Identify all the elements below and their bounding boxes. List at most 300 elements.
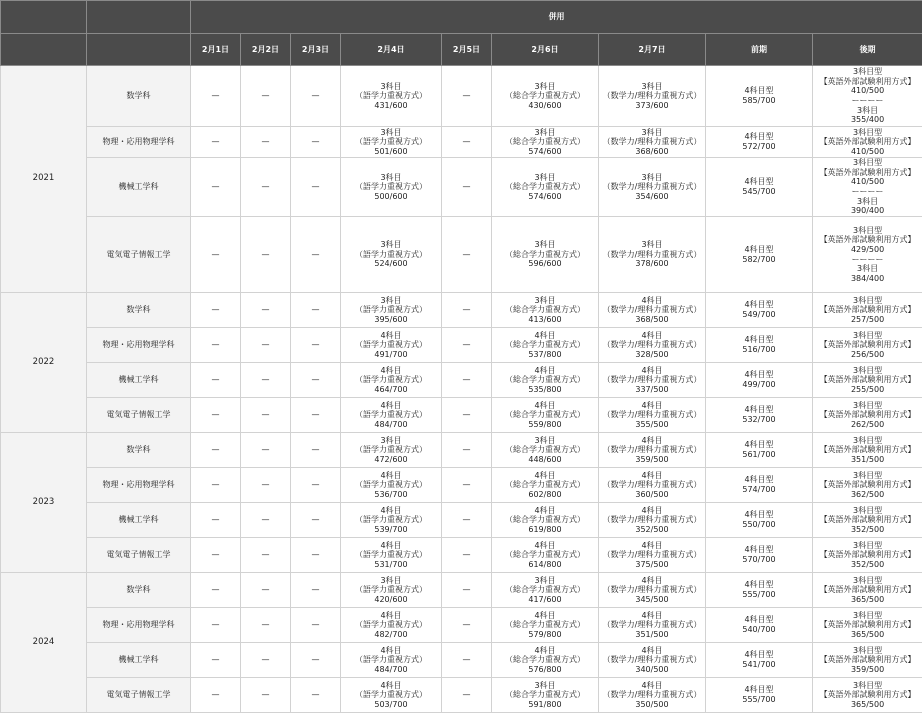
cell-line: — <box>261 550 270 560</box>
score-cell <box>341 363 442 398</box>
cell-line: — <box>462 137 471 147</box>
cell-line: — <box>211 690 220 700</box>
cell-line: — <box>261 655 270 665</box>
cell-line: 3科目型 <box>853 158 883 168</box>
score-cell <box>241 608 291 643</box>
score-cell <box>492 293 599 328</box>
score-cell <box>191 678 241 713</box>
cell-line: — <box>261 137 270 147</box>
header-group-label: 併用 <box>191 1 922 34</box>
cell-line: 3科目 <box>380 172 402 182</box>
cell-line: 3科目 <box>534 240 556 250</box>
score-cell <box>442 573 492 608</box>
cell-line: — <box>462 249 471 259</box>
cell-line: （総合学力重視方式） <box>505 620 585 630</box>
cell-line: — <box>261 340 270 350</box>
cell-line: 3科目型 <box>853 470 883 480</box>
cell-line: 【英語外部試験利用方式】 <box>819 690 916 700</box>
score-cell <box>191 468 241 503</box>
cell-line: 448/600 <box>528 454 562 464</box>
cell-line: 345/500 <box>635 594 669 604</box>
cell-line: 549/700 <box>742 310 776 319</box>
cell-line: 3科目 <box>641 127 663 137</box>
score-cell <box>813 503 922 538</box>
score-cell <box>599 503 706 538</box>
header-blank-dept <box>87 1 191 34</box>
score-cell <box>291 608 341 643</box>
cell-line: （数学力/理科力重視方式） <box>602 91 702 101</box>
score-cell <box>442 503 492 538</box>
cell-line: — <box>211 480 220 490</box>
cell-line: 4科目 <box>641 295 663 305</box>
cell-line: 3科目 <box>534 295 556 305</box>
cell-line: 602/800 <box>528 489 562 499</box>
cell-line: 4科目 <box>641 330 663 340</box>
cell-line: 4科目 <box>641 575 663 585</box>
cell-line: 4科目型 <box>744 177 774 187</box>
score-cell <box>191 363 241 398</box>
score-cell <box>442 608 492 643</box>
score-cell <box>191 217 241 293</box>
cell-line: （総合学力重視方式） <box>505 249 585 259</box>
cell-line: 499/700 <box>742 380 776 389</box>
cell-line: 3科目 <box>380 127 402 137</box>
score-cell <box>492 158 599 217</box>
score-cell <box>599 363 706 398</box>
cell-line: 431/600 <box>374 100 408 110</box>
department-cell: 電気電子情報工学 <box>87 217 191 293</box>
cell-line: 4科目型 <box>744 475 774 485</box>
score-cell <box>241 328 291 363</box>
cell-line: 3科目 <box>380 295 402 305</box>
cell-line: — <box>211 375 220 385</box>
cell-line: 359/500 <box>635 454 669 464</box>
score-cell <box>291 503 341 538</box>
cell-line: （語学力重視方式） <box>355 91 427 101</box>
cell-line: 614/800 <box>528 559 562 569</box>
score-cell <box>706 468 813 503</box>
header-row-group <box>1 1 922 34</box>
cell-line: （数学力/理科力重視方式） <box>602 137 702 147</box>
department-cell: 数学科 <box>87 66 191 127</box>
department-cell: 電気電子情報工学 <box>87 538 191 573</box>
cell-line: （語学力重視方式） <box>355 620 427 630</box>
score-cell <box>241 433 291 468</box>
score-cell <box>492 573 599 608</box>
score-cell <box>492 433 599 468</box>
header-row-dates <box>1 34 922 66</box>
score-cell <box>442 433 492 468</box>
score-cell <box>813 158 922 217</box>
score-cell <box>492 678 599 713</box>
cell-line: 4科目型 <box>744 615 774 625</box>
cell-line: — <box>261 249 270 259</box>
table-row <box>1 433 922 468</box>
cell-line: 550/700 <box>742 520 776 529</box>
cell-line: 410/500 <box>850 86 885 96</box>
cell-line: （語学力重視方式） <box>355 480 427 490</box>
cell-line: 3科目 <box>380 240 402 250</box>
cell-line: 4科目型 <box>744 132 774 142</box>
cell-line: 355/500 <box>635 419 669 429</box>
score-cell <box>341 643 442 678</box>
table-row <box>1 643 922 678</box>
cell-line: 4科目型 <box>744 650 774 660</box>
cell-line: （数学力/理科力重視方式） <box>602 340 702 350</box>
cell-line: 582/700 <box>742 254 776 264</box>
cell-line: 4科目型 <box>744 440 774 450</box>
score-cell <box>291 643 341 678</box>
cell-line: 365/500 <box>850 629 885 639</box>
cell-line: 516/700 <box>742 345 776 354</box>
cell-line: 482/700 <box>374 629 408 639</box>
cell-line: （総合学力重視方式） <box>505 585 585 595</box>
cell-line: （総合学力重視方式） <box>505 655 585 665</box>
cell-line: 352/500 <box>850 524 885 534</box>
cell-line: 3科目型 <box>853 225 883 235</box>
cell-line: 591/800 <box>528 699 562 709</box>
cell-line: 【英語外部試験利用方式】 <box>819 340 916 350</box>
cell-line: 351/500 <box>850 454 885 464</box>
cell-line: — <box>211 249 220 259</box>
score-cell <box>599 538 706 573</box>
cell-line: 3科目 <box>380 575 402 585</box>
score-cell <box>599 433 706 468</box>
year-cell: 2022 <box>1 293 87 433</box>
score-cell <box>706 217 813 293</box>
score-cell <box>191 573 241 608</box>
score-cell <box>191 328 241 363</box>
score-cell <box>442 66 492 127</box>
score-cell <box>706 573 813 608</box>
header-blank-year <box>1 1 87 34</box>
cell-line: — <box>462 182 471 192</box>
cell-line: 3科目型 <box>853 67 883 77</box>
cell-line: 【英語外部試験利用方式】 <box>819 76 916 86</box>
score-cell <box>706 127 813 158</box>
table-body <box>1 66 922 713</box>
cell-line: — <box>211 515 220 525</box>
cell-line: （総合学力重視方式） <box>505 375 585 385</box>
score-cell <box>191 127 241 158</box>
score-cell <box>291 363 341 398</box>
cell-line: 4科目型 <box>744 685 774 695</box>
cell-line: （総合学力重視方式） <box>505 690 585 700</box>
cell-line: 352/500 <box>635 524 669 534</box>
score-cell <box>191 433 241 468</box>
cell-line: 3科目 <box>857 105 879 115</box>
cell-line: 【英語外部試験利用方式】 <box>819 585 916 595</box>
cell-line: 【英語外部試験利用方式】 <box>819 410 916 420</box>
score-cell <box>492 468 599 503</box>
score-cell <box>813 217 922 293</box>
score-cell <box>599 573 706 608</box>
score-cell <box>492 217 599 293</box>
score-cell <box>813 678 922 713</box>
cell-line: 368/500 <box>635 314 669 324</box>
score-cell <box>291 293 341 328</box>
score-cell <box>706 328 813 363</box>
score-cell <box>341 127 442 158</box>
cell-line: — <box>311 305 320 315</box>
cell-line: 【英語外部試験利用方式】 <box>819 167 916 177</box>
score-cell <box>341 217 442 293</box>
cell-line: 256/500 <box>850 349 885 359</box>
score-cell <box>191 398 241 433</box>
cell-line: 579/800 <box>528 629 562 639</box>
cell-line: 4科目 <box>534 470 556 480</box>
cell-line: 541/700 <box>742 660 776 669</box>
score-cell <box>442 293 492 328</box>
score-cell <box>191 158 241 217</box>
cell-line: 【英語外部試験利用方式】 <box>819 305 916 315</box>
score-cell <box>706 433 813 468</box>
cell-line: 561/700 <box>742 450 776 459</box>
cell-line: — <box>261 410 270 420</box>
cell-line: 3科目型 <box>853 680 883 690</box>
cell-line: — <box>311 137 320 147</box>
cell-line: 3科目 <box>857 196 879 206</box>
column-header: 2月2日 <box>241 34 291 66</box>
score-cell <box>599 127 706 158</box>
score-cell <box>599 158 706 217</box>
score-cell <box>291 573 341 608</box>
cell-line: 257/500 <box>850 314 885 324</box>
score-cell <box>599 217 706 293</box>
score-cell <box>291 433 341 468</box>
score-cell <box>599 678 706 713</box>
score-cell <box>706 678 813 713</box>
score-cell <box>492 608 599 643</box>
cell-line: — <box>261 585 270 595</box>
cell-line: 【英語外部試験利用方式】 <box>819 137 916 147</box>
header-blank-dept-2 <box>87 34 191 66</box>
column-header: 2月4日 <box>341 34 442 66</box>
score-cell <box>291 66 341 127</box>
cell-line: 559/800 <box>528 419 562 429</box>
table-row <box>1 127 922 158</box>
cell-line: — <box>261 375 270 385</box>
cell-line: 4科目 <box>380 680 402 690</box>
cell-line: 3科目 <box>534 172 556 182</box>
cell-line: 4科目 <box>641 365 663 375</box>
cell-line: 535/800 <box>528 384 562 394</box>
cell-line: （総合学力重視方式） <box>505 182 585 192</box>
cell-line: 574/600 <box>528 146 562 156</box>
table-row <box>1 573 922 608</box>
score-cell <box>341 328 442 363</box>
cell-line: 359/500 <box>850 664 885 674</box>
cell-line: 4科目 <box>534 645 556 655</box>
cell-line: （語学力重視方式） <box>355 445 427 455</box>
cell-line: — <box>311 655 320 665</box>
cell-line: 3科目 <box>641 81 663 91</box>
cell-line: 4科目 <box>641 400 663 410</box>
cell-line: 378/600 <box>635 259 669 269</box>
cell-line: — <box>211 91 220 101</box>
cell-line: （数学力/理科力重視方式） <box>602 620 702 630</box>
cell-line: 4科目 <box>380 645 402 655</box>
cell-line: ーーーー <box>851 96 884 105</box>
cell-line: — <box>462 690 471 700</box>
column-header: 2月5日 <box>442 34 492 66</box>
score-cell <box>492 398 599 433</box>
score-cell <box>813 328 922 363</box>
cell-line: — <box>462 91 471 101</box>
cell-line: 531/700 <box>374 559 408 569</box>
cell-line: — <box>211 550 220 560</box>
cell-line: 570/700 <box>742 555 776 564</box>
cell-line: — <box>462 305 471 315</box>
score-cell <box>241 217 291 293</box>
cell-line: 373/600 <box>635 100 669 110</box>
score-cell <box>291 158 341 217</box>
cell-line: （総合学力重視方式） <box>505 91 585 101</box>
score-cell <box>599 398 706 433</box>
cell-line: — <box>261 480 270 490</box>
cell-line: 262/500 <box>850 419 885 429</box>
cell-line: 362/500 <box>850 489 885 499</box>
cell-line: 472/600 <box>374 454 408 464</box>
header-blank-year-2 <box>1 34 87 66</box>
department-cell: 物理・応用物理学科 <box>87 608 191 643</box>
column-header: 後期 <box>813 34 922 66</box>
score-cell <box>341 503 442 538</box>
score-cell <box>241 158 291 217</box>
score-cell <box>706 538 813 573</box>
score-cell <box>191 66 241 127</box>
cell-line: 3科目型 <box>853 400 883 410</box>
cell-line: ーーーー <box>851 254 884 264</box>
score-cell <box>442 398 492 433</box>
cell-line: （総合学力重視方式） <box>505 305 585 315</box>
score-cell <box>191 293 241 328</box>
cell-line: 545/700 <box>742 187 776 196</box>
department-cell: 物理・応用物理学科 <box>87 468 191 503</box>
cell-line: 4科目 <box>641 540 663 550</box>
cell-line: — <box>311 445 320 455</box>
cell-line: 413/600 <box>528 314 562 324</box>
score-cell <box>492 503 599 538</box>
cell-line: — <box>261 182 270 192</box>
cell-line: — <box>311 340 320 350</box>
cell-line: 3科目型 <box>853 330 883 340</box>
score-cell <box>813 363 922 398</box>
cell-line: （数学力/理科力重視方式） <box>602 585 702 595</box>
cell-line: 360/500 <box>635 489 669 499</box>
cell-line: 555/700 <box>742 590 776 599</box>
cell-line: （語学力重視方式） <box>355 550 427 560</box>
column-header: 前期 <box>706 34 813 66</box>
cell-line: 536/700 <box>374 489 408 499</box>
cell-line: — <box>462 515 471 525</box>
cell-line: 3科目型 <box>853 575 883 585</box>
score-cell <box>442 363 492 398</box>
cell-line: 4科目型 <box>744 335 774 345</box>
cell-line: 3科目型 <box>853 540 883 550</box>
cell-line: 340/500 <box>635 664 669 674</box>
score-cell <box>706 158 813 217</box>
cell-line: （数学力/理科力重視方式） <box>602 182 702 192</box>
table-row <box>1 503 922 538</box>
score-cell <box>191 608 241 643</box>
score-cell <box>291 678 341 713</box>
cell-line: 4科目 <box>534 540 556 550</box>
cell-line: 3科目 <box>380 435 402 445</box>
score-cell <box>241 66 291 127</box>
score-cell <box>341 608 442 643</box>
cell-line: 491/700 <box>374 349 408 359</box>
cell-line: — <box>261 620 270 630</box>
table-row <box>1 678 922 713</box>
cell-line: 4科目型 <box>744 86 774 96</box>
cell-line: — <box>311 249 320 259</box>
cell-line: — <box>311 375 320 385</box>
score-cell <box>241 363 291 398</box>
score-cell <box>706 503 813 538</box>
score-cell <box>442 678 492 713</box>
cell-line: （語学力重視方式） <box>355 515 427 525</box>
score-cell <box>241 398 291 433</box>
cell-line: 3科目 <box>534 127 556 137</box>
score-cell <box>706 293 813 328</box>
score-cell <box>492 643 599 678</box>
cell-line: 619/800 <box>528 524 562 534</box>
cell-line: — <box>311 182 320 192</box>
cell-line: — <box>211 182 220 192</box>
score-cell <box>291 328 341 363</box>
department-cell: 機械工学科 <box>87 158 191 217</box>
cell-line: （語学力重視方式） <box>355 182 427 192</box>
score-cell <box>813 293 922 328</box>
score-cell <box>813 538 922 573</box>
cell-line: 384/400 <box>850 273 885 283</box>
cell-line: （総合学力重視方式） <box>505 550 585 560</box>
cell-line: 464/700 <box>374 384 408 394</box>
cell-line: （数学力/理科力重視方式） <box>602 480 702 490</box>
department-cell: 数学科 <box>87 433 191 468</box>
cell-line: （総合学力重視方式） <box>505 410 585 420</box>
score-cell <box>291 217 341 293</box>
cell-line: （語学力重視方式） <box>355 690 427 700</box>
table-row <box>1 158 922 217</box>
cell-line: 524/600 <box>374 259 408 269</box>
column-header: 2月7日 <box>599 34 706 66</box>
score-cell <box>442 127 492 158</box>
department-cell: 機械工学科 <box>87 363 191 398</box>
score-cell <box>492 127 599 158</box>
cell-line: — <box>311 690 320 700</box>
cell-line: 539/700 <box>374 524 408 534</box>
cell-line: 4科目 <box>380 365 402 375</box>
table-row <box>1 217 922 293</box>
cell-line: 350/500 <box>635 699 669 709</box>
cell-line: 368/600 <box>635 146 669 156</box>
cell-line: 255/500 <box>850 384 885 394</box>
cell-line: — <box>211 585 220 595</box>
cell-line: 410/500 <box>850 177 885 187</box>
cell-line: 365/500 <box>850 594 885 604</box>
cell-line: 3科目型 <box>853 505 883 515</box>
cell-line: 4科目 <box>380 400 402 410</box>
cell-line: （語学力重視方式） <box>355 137 427 147</box>
cell-line: — <box>462 585 471 595</box>
score-cell <box>341 66 442 127</box>
cell-line: （語学力重視方式） <box>355 249 427 259</box>
cell-line: （数学力/理科力重視方式） <box>602 690 702 700</box>
cell-line: 4科目 <box>641 435 663 445</box>
cell-line: 4科目型 <box>744 405 774 415</box>
